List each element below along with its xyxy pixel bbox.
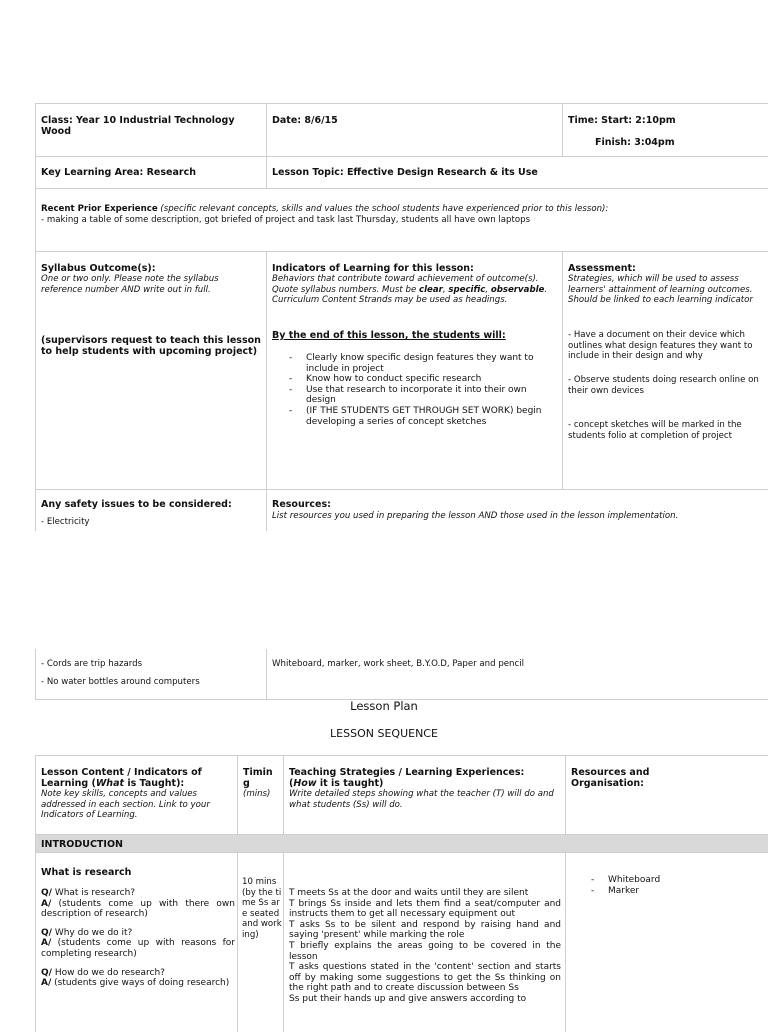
question (41, 968, 235, 979)
resources-hint: List resources you used in preparing the lesson AND those used in the lesson implementation. (272, 511, 679, 521)
assessment-item: - Observe students doing research online on their own devices (568, 375, 759, 396)
class-cell (35, 103, 267, 157)
resources-header-cell (565, 755, 768, 835)
content-header-title-b: is Taught): (124, 778, 185, 789)
strategies-header-how-b: it is taught) (316, 778, 384, 789)
resources-header-title: Resources and Organisation: (571, 767, 650, 789)
answer-text: (students give ways of doing research) (51, 978, 230, 989)
section-row-introduction (35, 834, 768, 853)
prior-experience-cell (35, 188, 768, 252)
content-header-cell (35, 755, 238, 835)
lesson-topic: Lesson Topic: Effective Design Research & its Use (272, 167, 538, 178)
indicators-list (272, 353, 557, 427)
resources-continued-cell (266, 649, 768, 700)
qa-block (41, 968, 235, 989)
resource-item: - Marker (574, 886, 754, 897)
intro-strategies-cell (283, 852, 566, 1032)
intro-qa-list (41, 888, 235, 989)
lesson-sequence-heading: LESSON SEQUENCE (330, 727, 438, 740)
assessment-hint: Strategies, which will be used to assess learners' attainment of learning outcomes. Should be linked to each learning indicator (568, 274, 753, 306)
syllabus-hint: One or two only. Please note the syllabus reference number AND write out in full. (41, 274, 219, 295)
class-label: Class: Year 10 Industrial Technology Wood (41, 115, 235, 137)
topic-cell (266, 156, 768, 189)
timing-header-cell (237, 755, 284, 835)
question (41, 928, 235, 939)
indicators-hint-end: . Curriculum Content Strands may be used as headings. (272, 284, 548, 306)
indicators-observable: observable (490, 284, 545, 295)
qa-block (41, 888, 235, 920)
strategy-step: T meets Ss at the door and waits until they are silent (289, 888, 529, 898)
assessment-title: Assessment: (568, 263, 636, 274)
resource-item: - Whiteboard (574, 875, 754, 886)
lesson-plan-heading: Lesson Plan (350, 699, 418, 713)
indicator-item: - Clearly know specific design features they want to include in project (272, 353, 557, 374)
key-learning-area: Key Learning Area: Research (41, 167, 196, 178)
content-header-title-a: Lesson Content / Indicators of Learning ( (41, 767, 202, 789)
prior-experience-hint: (specific relevant concepts, skills and values the school students have experienced prior to this lesson): (160, 204, 609, 214)
strategies-header-how (289, 778, 383, 789)
indicators-hint: Behaviors that contribute toward achievement of outcome(s). Quote syllabus numbers. Must be clear, specific, observable. Curriculum Content Strands may be used as headings. (272, 274, 548, 306)
intro-resources-list (574, 875, 754, 896)
question-label: Q/ (41, 888, 52, 898)
indicator-item: - Use that research to incorporate it into their own design (272, 385, 557, 406)
indicators-cell (266, 251, 563, 490)
answer (41, 899, 235, 920)
strategy-step: T asks Ss to be silent and respond by raising hand and saying 'present' while marking the role (289, 919, 561, 941)
indicator-item: - (IF THE STUDENTS GET THROUGH SET WORK) begin developing a series of concept sketches (272, 406, 557, 427)
answer (41, 938, 235, 959)
syllabus-cell (35, 251, 267, 490)
safety-item: - Electricity (41, 517, 90, 527)
syllabus-title: Syllabus Outcome(s): (41, 263, 156, 274)
indicators-clear: clear (418, 284, 443, 295)
indicators-hint-start: Behaviors that contribute toward achievement of outcome(s). Quote syllabus numbers. Must be (272, 274, 539, 295)
intro-heading: What is research (41, 867, 132, 878)
intro-resources-cell (565, 852, 768, 1032)
intro-content-cell (35, 852, 238, 1032)
strategy-step: T asks questions stated in the 'content' section and starts off by making some suggestions to get the Ss thinking on the right path and to create discussion between Ss (289, 962, 561, 994)
answer-text: (students come up with there own description of research) (41, 898, 235, 920)
content-header-what: What (95, 778, 125, 789)
strategy-step: T briefly explains the areas going to be covered in the lesson (289, 940, 561, 962)
question-text: What is research? (51, 888, 136, 898)
prior-experience-heading (41, 204, 766, 215)
intro-timing: 10 mins (by the time Ss are seated and working) (242, 877, 282, 940)
resources-text: Whiteboard, marker, work sheet, B.Y.O.D, Paper and pencil (272, 659, 525, 669)
intro-strategies (289, 888, 561, 1005)
assessment-item: - Have a document on their device which outlines what design features they want to include in their design and why (568, 330, 753, 362)
qa-block (41, 928, 235, 960)
assessment-item: - concept sketches will be marked in the students folio at completion of project (568, 420, 742, 441)
indicators-title: Indicators of Learning for this lesson: (272, 263, 474, 274)
indicator-item: - Know how to conduct specific research (272, 374, 557, 385)
section-title: INTRODUCTION (41, 839, 123, 850)
strategies-header-how-a: ( (289, 778, 294, 789)
answer-text: (students come up with reasons for completing research) (41, 938, 235, 959)
prior-experience-text: - making a table of some description, got briefed of project and task last Thursday, students all have own laptops (41, 215, 531, 225)
strategy-step: T brings Ss inside and lets them find a seat/computer and instructs them to get all necessary equipment out (289, 898, 561, 920)
time-finish: Finish: 3:04pm (595, 137, 675, 148)
time-cell (562, 103, 768, 157)
content-header-hint: Note key skills, concepts and values addressed in each section. Link to your Indicators of Learning. (41, 789, 210, 821)
time-start: Time: Start: 2:10pm (568, 115, 676, 126)
strategies-header-cell (283, 755, 566, 835)
safety-item: - No water bottles around computers (41, 677, 200, 687)
question-text: How do we do research? (51, 967, 165, 978)
answer-label: A/ (41, 938, 52, 949)
resources-title: Resources: (272, 499, 331, 510)
prior-experience-title: Recent Prior Experience (41, 204, 158, 214)
strategies-header-hint: Write detailed steps showing what the teacher (T) will do and what students (Ss) will do. (289, 789, 554, 810)
question (41, 888, 235, 899)
question-label: Q/ (41, 967, 52, 978)
indicators-specific: specific (448, 284, 486, 295)
strategies-header-title: Teaching Strategies / Learning Experiences: (289, 767, 525, 778)
safety-continued-cell (35, 649, 267, 700)
timing-header-title: Timing (243, 767, 273, 789)
answer (41, 978, 235, 989)
answer-label: A/ (41, 978, 52, 989)
timing-header-hint: (mins) (243, 789, 271, 799)
assessment-cell (562, 251, 768, 490)
syllabus-note: (supervisors request to teach this lesson to help students with upcoming project) (41, 335, 261, 357)
date-cell (266, 103, 563, 157)
question-text: Why do we do it? (51, 927, 133, 938)
safety-item: - Cords are trip hazards (41, 659, 143, 669)
resources-cell (266, 489, 768, 531)
intro-timing-cell (237, 852, 284, 1032)
indicators-by-end: By the end of this lesson, the students will: (272, 330, 506, 341)
strategy-step: Ss put their hands up and give answers according to (289, 993, 527, 1004)
question-label: Q/ (41, 927, 52, 938)
strategies-header-how-word: How (293, 778, 317, 789)
answer-label: A/ (41, 898, 52, 909)
kla-cell (35, 156, 267, 189)
safety-title: Any safety issues to be considered: (41, 499, 232, 510)
content-header-title (41, 767, 236, 789)
date-label: Date: 8/6/15 (272, 115, 338, 126)
safety-cell (35, 489, 267, 531)
